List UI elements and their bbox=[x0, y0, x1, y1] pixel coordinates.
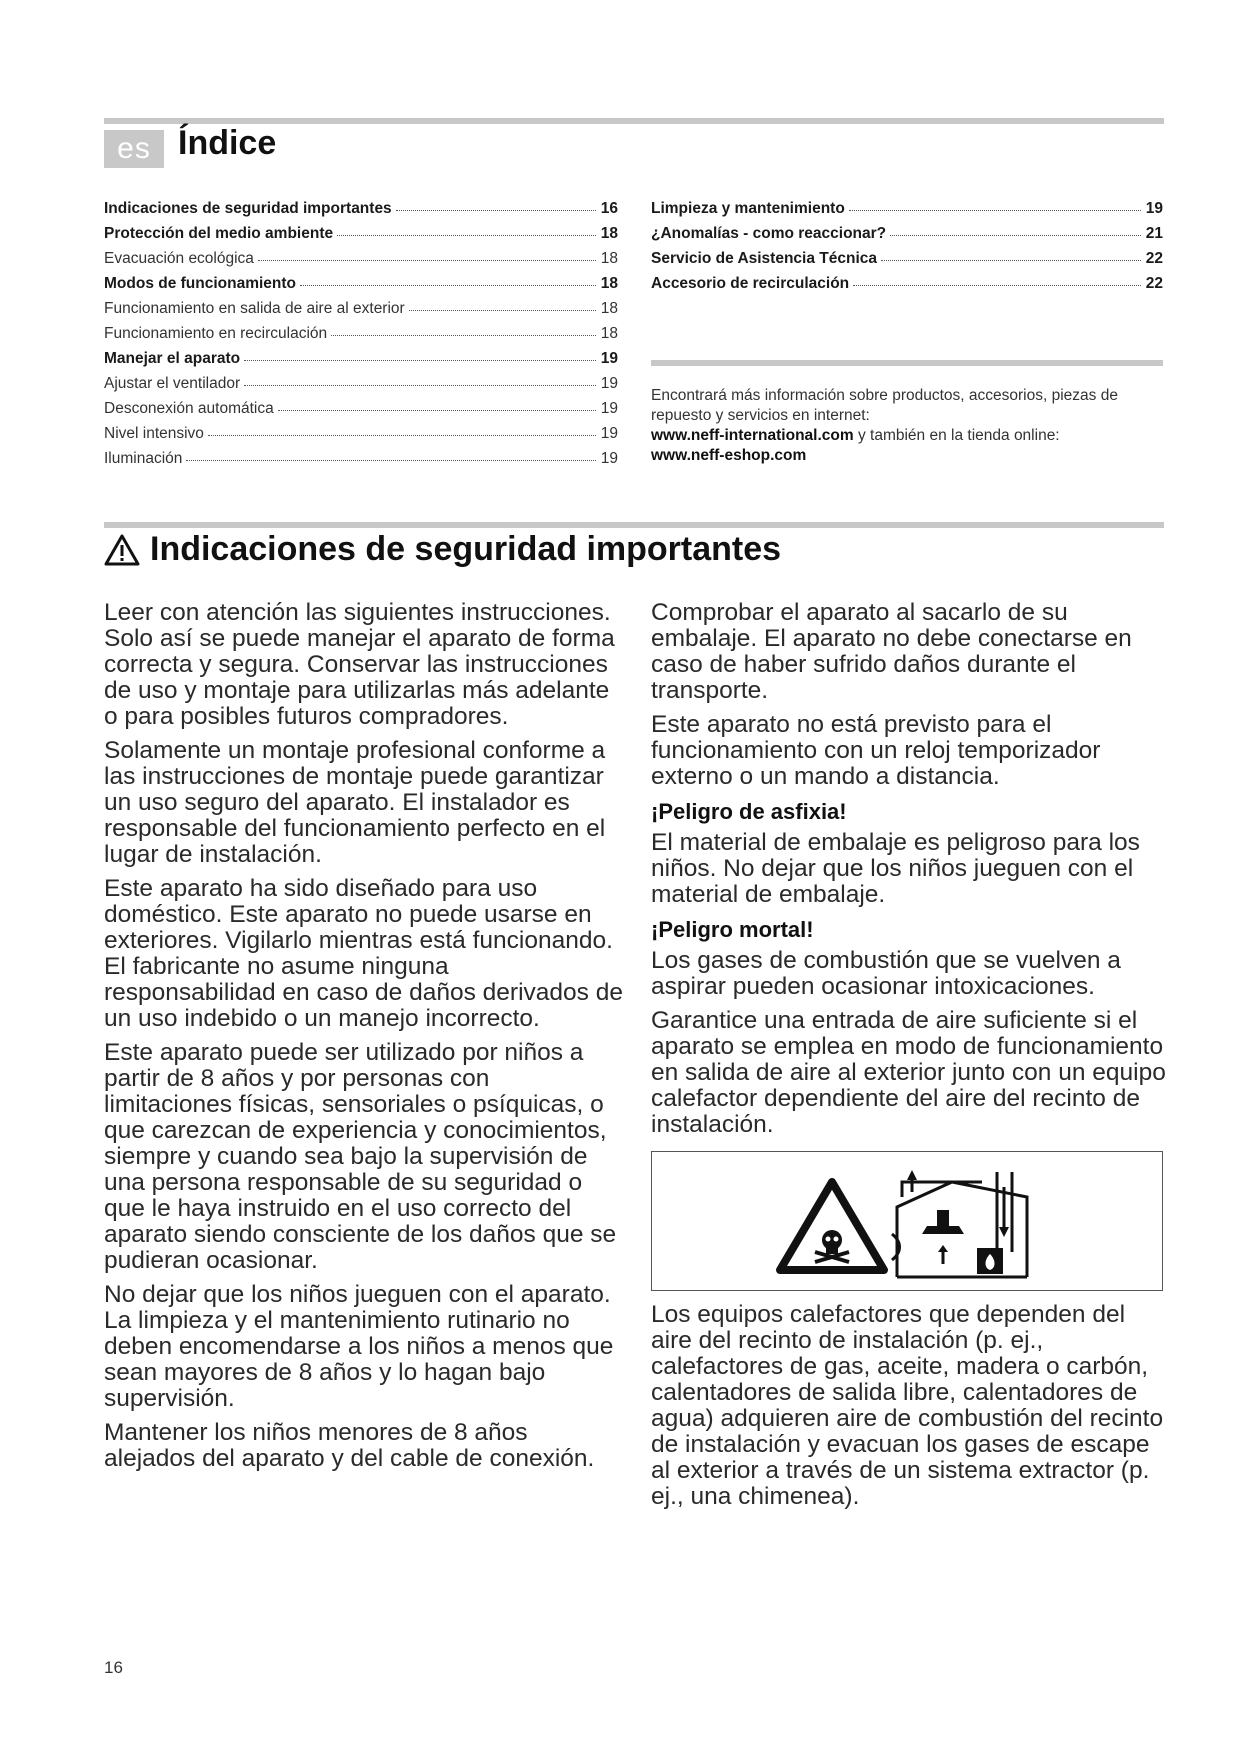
cooker-hood-icon bbox=[922, 1210, 964, 1264]
paragraph: El material de embalaje es peligroso para los niños. No dejar que los niños jueguen con el material de embalaje. bbox=[651, 829, 1140, 908]
toc-entry[interactable]: Indicaciones de seguridad importantes 16 bbox=[104, 196, 618, 221]
info-note-text: Encontrará más información sobre productos, accesorios, piezas de repuesto y servicios en internet: bbox=[651, 387, 1118, 424]
section-divider bbox=[104, 522, 1164, 528]
info-divider bbox=[651, 360, 1163, 366]
toc-entry[interactable]: Funcionamiento en salida de aire al exterior 18 bbox=[104, 296, 618, 321]
paragraph: Leer con atención las siguientes instrucciones. Solo así se puede manejar el aparato de forma correcta y segura. Conservar las instrucciones de uso y montaje para utilizarlas más adelante o para posibles futuros compradores. bbox=[104, 599, 615, 730]
warning-heading-mortal: ¡Peligro mortal! bbox=[651, 917, 814, 942]
warning-heading-suffocation: ¡Peligro de asfixia! bbox=[651, 799, 847, 824]
index-title: Índice bbox=[178, 124, 277, 162]
warning-figure bbox=[651, 1151, 1163, 1291]
page-number: 16 bbox=[104, 1658, 123, 1677]
toc-entry[interactable]: Limpieza y mantenimiento 19 bbox=[651, 196, 1163, 221]
info-note bbox=[651, 386, 1171, 466]
info-note-mid: y también en la tienda online: bbox=[853, 427, 1060, 444]
toc-entry[interactable]: Protección del medio ambiente 18 bbox=[104, 221, 618, 246]
paragraph: No dejar que los niños jueguen con el aparato. La limpieza y el mantenimiento rutinario no deben encomendarse a los niños a menos que sean mayores de 8 años y lo hagan bajo supervisión. bbox=[104, 1281, 614, 1412]
language-badge: es bbox=[104, 130, 164, 168]
toc-right bbox=[651, 196, 1163, 296]
toc-entry[interactable]: Modos de funcionamiento 18 bbox=[104, 271, 618, 296]
toc-entry[interactable]: Accesorio de recirculación 22 bbox=[651, 271, 1163, 296]
toc-entry[interactable]: Ajustar el ventilador 19 bbox=[104, 371, 618, 396]
left-column bbox=[104, 600, 624, 1480]
right-column bbox=[651, 600, 1171, 1146]
toc-entry[interactable]: Servicio de Asistencia Técnica 22 bbox=[651, 246, 1163, 271]
paragraph: Este aparato puede ser utilizado por niños a partir de 8 años y por personas con limitaciones físicas, sensoriales o psíquicas, o que carezcan de experiencia y conocimientos, siempre y cuando sea bajo la supervisión de una persona responsable de su seguridad o que le haya instruido en el uso correcto del aparato siendo consciente de los daños que se pudieran ocasionar. bbox=[104, 1039, 617, 1274]
toc-left bbox=[104, 196, 618, 471]
paragraph: Garantice una entrada de aire suficiente si el aparato se emplea en modo de funcionamiento en salida de aire al exterior junto con un equipo calefactor dependiente del aire del recinto de instalación. bbox=[651, 1007, 1166, 1138]
toc-entry[interactable]: ¿Anomalías - como reaccionar? 21 bbox=[651, 221, 1163, 246]
toc-entry[interactable]: Nivel intensivo 19 bbox=[104, 421, 618, 446]
paragraph: Este aparato no está previsto para el funcionamiento con un reloj temporizador externo o un mando a distancia. bbox=[651, 711, 1101, 790]
house-icon bbox=[897, 1172, 1027, 1277]
toc-entry[interactable]: Evacuación ecológica 18 bbox=[104, 246, 618, 271]
eshop-link[interactable]: www.neff-eshop.com bbox=[651, 447, 807, 464]
section-title-text: Indicaciones de seguridad importantes bbox=[150, 530, 782, 568]
toc-entry[interactable]: Iluminación 19 bbox=[104, 446, 618, 471]
paragraph: Comprobar el aparato al sacarlo de su embalaje. El aparato no debe conectarse en caso de haber sufrido daños durante el transporte. bbox=[651, 599, 1132, 704]
toc-entry[interactable]: Funcionamiento en recirculación 18 bbox=[104, 321, 618, 346]
toc-entry[interactable]: Manejar el aparato 19 bbox=[104, 346, 618, 371]
skull-warning-icon bbox=[780, 1182, 884, 1270]
paragraph: Este aparato ha sido diseñado para uso doméstico. Este aparato no puede usarse en exteriores. Vigilarlo mientras está funcionando. El fabricante no asume ninguna responsabilidad en caso de daños derivados de un uso indebido o un manejo incorrecto. bbox=[104, 875, 623, 1032]
website-link[interactable]: www.neff-international.com bbox=[651, 427, 854, 444]
section-title bbox=[104, 530, 781, 569]
warning-triangle-icon bbox=[104, 534, 140, 566]
right-column-continued bbox=[651, 1302, 1171, 1518]
paragraph: Los gases de combustión que se vuelven a aspirar pueden ocasionar intoxicaciones. bbox=[651, 947, 1121, 1000]
toc-entry[interactable]: Desconexión automática 19 bbox=[104, 396, 618, 421]
paragraph: Los equipos calefactores que dependen del aire del recinto de instalación (p. ej., calefactores de gas, aceite, madera o carbón, calentadores de salida libre, calentadores de agua) adquieren aire de combustión del recinto de instalación y evacuan los gases de escape al exterior a través de un sistema extractor (p. ej., una chimenea). bbox=[651, 1301, 1164, 1510]
paragraph: Solamente un montaje profesional conforme a las instrucciones de montaje puede garantizar un uso seguro del aparato. El instalador es responsable del funcionamiento perfecto en el lugar de instalación. bbox=[104, 737, 606, 868]
fire-stove-icon bbox=[977, 1248, 1003, 1274]
poison-gas-diagram bbox=[652, 1152, 1162, 1290]
paragraph: Mantener los niños menores de 8 años alejados del aparato y del cable de conexión. bbox=[104, 1419, 595, 1472]
